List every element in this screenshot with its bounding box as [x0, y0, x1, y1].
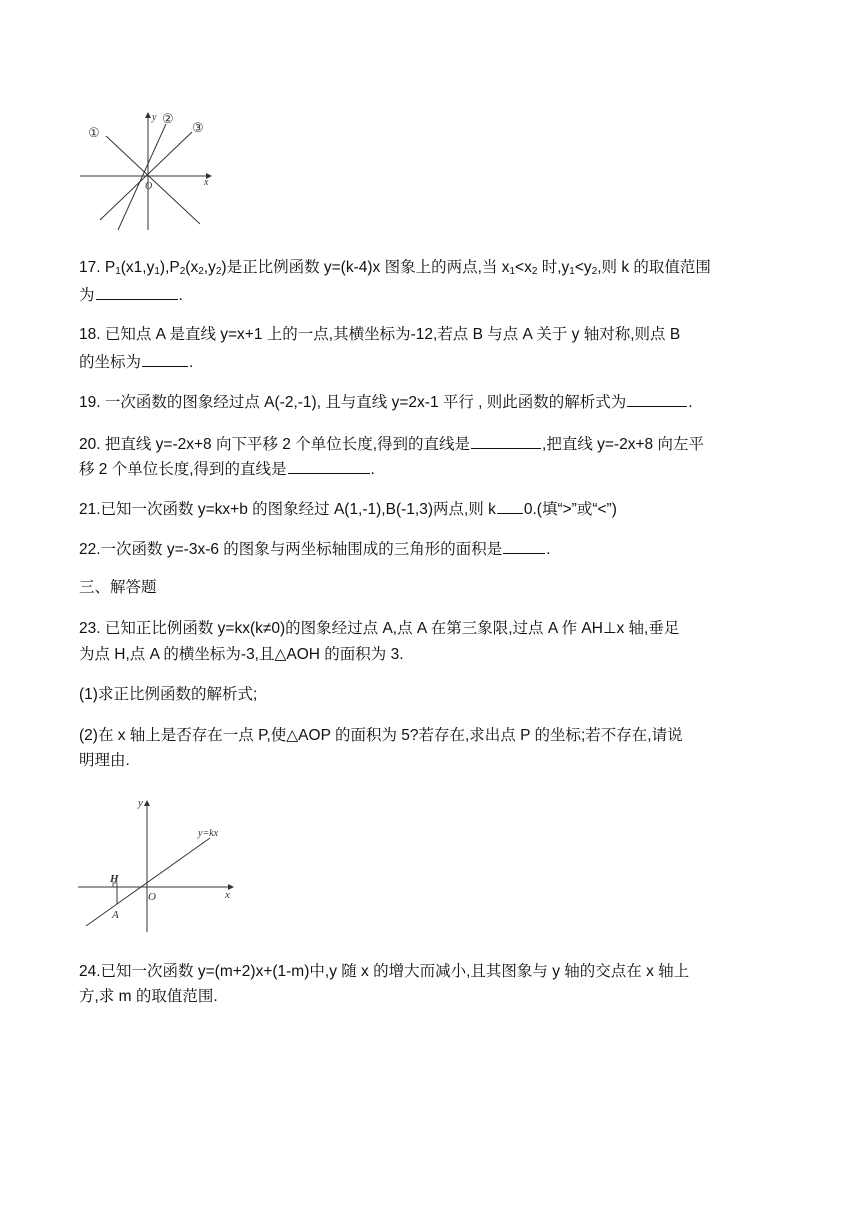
figure-three-lines — [78, 108, 218, 233]
line-1 — [106, 136, 200, 224]
question-24-line-1: 24.已知一次函数 y=(m+2)x+(1-m)中,y 随 x 的增大而减小,且其图象与 y 轴的交点在 x 轴上 — [79, 963, 690, 980]
question-23-part-1: (1)求正比例函数的解析式; — [79, 686, 258, 703]
answer-blank-22[interactable] — [503, 538, 545, 554]
question-22: 22.一次函数 y=-3x-6 的图象与两坐标轴围成的三角形的面积是 . — [79, 538, 551, 560]
answer-blank-21[interactable] — [497, 498, 523, 514]
label-circle-2: ② — [162, 111, 174, 126]
origin-label: O — [145, 181, 153, 192]
question-17-line-2: 为 . — [79, 284, 183, 306]
question-18-line-2: 的坐标为 . — [79, 351, 193, 373]
answer-blank-17[interactable] — [96, 284, 178, 300]
y-axis-arrow — [145, 112, 151, 118]
question-21: 21.已知一次函数 y=kx+b 的图象经过 A(1,-1),B(-1,3)两点,则 k 0.(填“>”或“<”) — [79, 498, 617, 520]
axis-y-label: y — [138, 797, 143, 809]
line-y-kx — [86, 838, 210, 926]
label-circle-3: ③ — [192, 120, 204, 135]
line-2 — [118, 124, 166, 230]
axis-x-label: x — [225, 889, 230, 901]
question-23-part-2-line-2: 明理由. — [79, 752, 130, 769]
question-24-line-2: 方,求 m 的取值范围. — [79, 988, 218, 1005]
answer-blank-19[interactable] — [627, 391, 687, 407]
question-18-line-1: 18. 已知点 A 是直线 y=x+1 上的一点,其横坐标为-12,若点 B 与点 A 关于 y 轴对称,则点 B — [79, 326, 681, 343]
answer-blank-18[interactable] — [142, 351, 188, 367]
question-19: 19. 一次函数的图象经过点 A(-2,-1), 且与直线 y=2x-1 平行 , 则此函数的解析式为 . — [79, 391, 693, 413]
figure-proportional-function — [78, 792, 238, 937]
question-23-line-2: 为点 H,点 A 的横坐标为-3,且△AOH 的面积为 3. — [79, 646, 404, 663]
answer-blank-20b[interactable] — [288, 458, 370, 474]
section-title-answers: 三、解答题 — [79, 579, 157, 596]
question-17-line-1: 17. $P_1(x1,y_1),P_2(x_2,y_2)$是正比例函数 y=(k-4)x 图象上的两点,当 $x_1<x_2$ 时$,y_1<y_2$,则 k 的取值范围 — [79, 259, 711, 277]
origin-label: O — [148, 891, 156, 903]
question-23-line-1: 23. 已知正比例函数 y=kx(k≠0)的图象经过点 A,点 A 在第三象限,过点 A 作 AH⊥x 轴,垂足 — [79, 620, 680, 637]
question-23-part-2-line-1: (2)在 x 轴上是否存在一点 P,使△AOP 的面积为 5?若存在,求出点 P 的坐标;若不存在,请说 — [79, 727, 683, 744]
label-circle-1: ① — [88, 125, 100, 140]
line-label: y=kx — [198, 828, 219, 839]
point-h-label: H — [110, 873, 119, 885]
answer-blank-20a[interactable] — [471, 433, 541, 449]
axis-x-label: x — [204, 177, 209, 188]
y-axis-arrow — [144, 800, 150, 806]
question-20-line-2: 移 2 个单位长度,得到的直线是 . — [79, 458, 375, 480]
point-a-label: A — [112, 909, 119, 921]
question-20-line-1: 20. 把直线 y=-2x+8 向下平移 2 个单位长度,得到的直线是 ,把直线 y=-2x+8 向左平 — [79, 433, 704, 455]
axis-y-label: y — [152, 112, 157, 123]
